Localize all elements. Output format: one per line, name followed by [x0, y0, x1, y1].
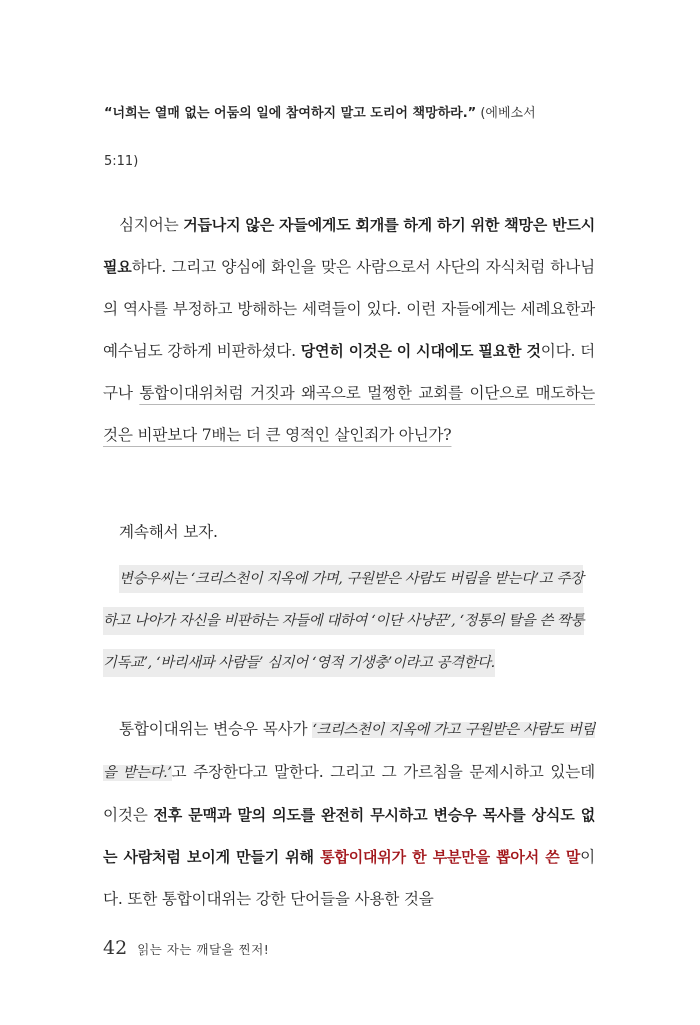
paragraph-1-bold-2: 당연히 이것은 이 시대에도 필요한 것 — [300, 342, 541, 360]
paragraph-3-text-3: 이다. 또한 통합이대위는 강한 단어들을 사용한 것을 — [103, 848, 595, 908]
paragraph-1-bold-1: 거듭나지 않은 자들에게도 회개를 하게 하기 위한 책망은 반드시 필요 — [103, 216, 595, 276]
running-book-title: 읽는 자는 깨달을 찐저! — [137, 942, 270, 957]
paragraph-3 — [103, 708, 595, 920]
paragraph-1-text-2: 하다. 그리고 양심에 화인을 맞은 사람으로서 사단의 자식처럼 하나님의 역사를 부정하고 방해하는 세력들이 있다. 이런 자들에게는 세례요한과 예수님도 강하게 비판하셨다. — [103, 258, 595, 360]
paragraph-3-text-2: 고 주장한다고 말한다. 그리고 그 가르침을 문제시하고 있는데 이것은 — [103, 763, 595, 824]
paragraph-3-quote: ‘크리스천이 지옥에 가고 구원받은 사람도 버림을 받는다.’ — [103, 722, 595, 781]
paragraph-2 — [103, 511, 595, 553]
epigraph — [104, 90, 594, 186]
paragraph-1 — [103, 204, 595, 456]
paragraph-1-text-1: 심지어는 — [119, 216, 184, 234]
epigraph-reference: (에베소서 — [480, 106, 536, 121]
paragraph-2-text: 계속해서 보자. — [119, 523, 218, 541]
paragraph-3-text-1: 통합이대위는 변승우 목사가 — [119, 720, 313, 738]
highlighted-quote-block — [103, 558, 595, 684]
epigraph-reference-verse: 5:11) — [104, 154, 139, 169]
paragraph-1-text-3: 이다. 더구나 — [103, 342, 596, 402]
paragraph-3-bold: 전후 문맥과 말의 의도를 완전히 무시하고 변승우 목사를 상식도 없는 사람처럼 보이게 만들기 위해 — [103, 806, 595, 866]
page-footer — [103, 937, 269, 959]
page-number: 42 — [103, 937, 128, 959]
paragraph-3-red-emphasis: 통합이대위가 한 부분만을 뽑아서 쓴 말 — [320, 848, 581, 866]
highlighted-quote-text: 변승우씨는 ‘크리스천이 지옥에 가며, 구원받은 사람도 버림을 받는다’고 주장하고 나아가 자신을 비판하는 자들에 대하여 ‘이단 사냥꾼’, ‘정통의 탈을 쓴 짝퉁 기독교’, ‘바리새파 사람들’ 심지어 ‘영적 기생충’이라고 공격한다. — [103, 565, 584, 677]
epigraph-quote: “너희는 열매 없는 어둠의 일에 참여하지 말고 도리어 책망하라.” — [104, 106, 477, 121]
paragraph-1-underlined: 통합이대위처럼 거짓과 왜곡으로 멀쩡한 교회를 이단으로 매도하는 것은 비판보다 7배는 더 큰 영적인 살인죄가 아닌가? — [103, 384, 595, 444]
